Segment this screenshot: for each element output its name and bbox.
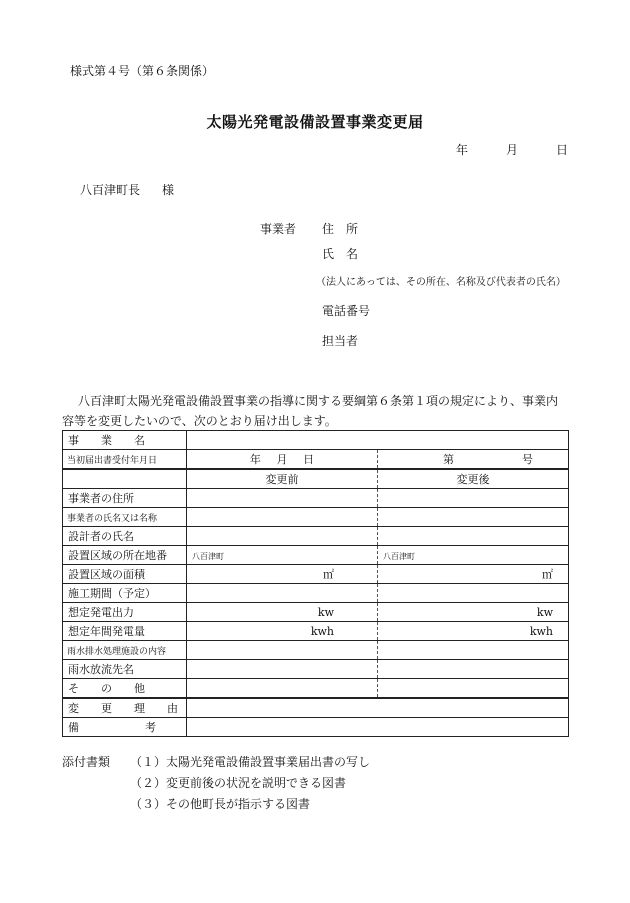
row-before-field[interactable]	[187, 489, 378, 508]
row-after-field[interactable]	[378, 584, 569, 603]
body-text-line1: 八百津町太陽光発電設備設置事業の指導に関する要綱第６条第１項の規定により、事業内	[78, 394, 559, 408]
row-before-field[interactable]	[187, 584, 378, 603]
row-after-field[interactable]	[378, 527, 569, 546]
attachment-item-1: （１）太陽光発電設備設置事業届出書の写し	[130, 755, 371, 769]
row-after-field[interactable]	[378, 679, 569, 699]
row-after-field[interactable]	[378, 641, 569, 660]
row-label: 想定発電出力	[63, 603, 187, 622]
row-label: 設計者の氏名	[63, 527, 187, 546]
row-before-field[interactable]	[187, 660, 378, 679]
applicant-address-label: 住 所	[322, 222, 359, 236]
applicant-name-label: 氏 名	[322, 247, 359, 261]
received-date-row	[63, 450, 569, 470]
after-header: 変更後	[378, 469, 569, 489]
table-row	[63, 584, 569, 603]
table-row	[63, 508, 569, 527]
addressee-name: 八百津町長	[80, 183, 141, 197]
business-name-row	[63, 431, 569, 450]
row-label: 施工期間（予定）	[63, 584, 187, 603]
change-reason-label: 変 更 理 由	[63, 698, 187, 718]
row-label: 設置区域の面積	[63, 565, 187, 584]
remarks-row	[63, 718, 569, 737]
row-label: 事業者の住所	[63, 489, 187, 508]
header-empty-cell	[63, 469, 187, 489]
applicant-role-label: 事業者	[260, 222, 297, 236]
table-row	[63, 622, 569, 641]
row-label: 設置区域の所在地番	[63, 546, 187, 565]
table-row	[63, 527, 569, 546]
row-label: そ の 他	[63, 679, 187, 699]
date-day: 日	[556, 143, 569, 157]
row-after-field[interactable]	[378, 508, 569, 527]
body-text-line2: 容等を変更したいので、次のとおり届け出します。	[62, 414, 337, 428]
before-after-header-row	[63, 469, 569, 489]
row-before-field[interactable]	[187, 546, 378, 565]
applicant-phone-label: 電話番号	[322, 304, 371, 318]
row-after-field[interactable]	[378, 489, 569, 508]
row-before-field[interactable]	[187, 565, 378, 584]
table-row	[63, 641, 569, 660]
row-unit: kw	[317, 605, 334, 619]
received-date-label: 当初届出書受付年月日	[63, 450, 187, 470]
row-unit: kwh	[529, 624, 553, 638]
business-name-label: 事 業 名	[63, 431, 187, 450]
row-after-field[interactable]	[378, 603, 569, 622]
remarks-label: 備 考	[63, 718, 187, 737]
row-before-field[interactable]	[187, 508, 378, 527]
table-row	[63, 660, 569, 679]
row-before-prefix: 八百津町	[192, 551, 224, 561]
row-after-field[interactable]	[378, 565, 569, 584]
row-before-field[interactable]	[187, 527, 378, 546]
document-title: 太陽光発電設備設置事業変更届	[206, 113, 424, 131]
before-header: 変更前	[187, 469, 378, 489]
table-row	[63, 546, 569, 565]
received-number-field[interactable]: 第 号	[378, 450, 569, 470]
date-month: 月	[506, 143, 519, 157]
row-after-field[interactable]	[378, 546, 569, 565]
row-before-field[interactable]	[187, 679, 378, 699]
row-label: 雨水放流先名	[63, 660, 187, 679]
table-row	[63, 603, 569, 622]
table-row	[63, 565, 569, 584]
row-before-field[interactable]	[187, 641, 378, 660]
row-unit: kw	[536, 605, 553, 619]
row-after-prefix: 八百津町	[383, 551, 415, 561]
attachment-item-3: （３）その他町長が指示する図書	[130, 797, 311, 811]
applicant-contact-label: 担当者	[322, 334, 359, 348]
addressee-honorific: 様	[162, 183, 175, 197]
applicant-corp-note: （法人にあっては、その所在、名称及び代表者の氏名）	[316, 277, 566, 288]
row-unit: kwh	[310, 624, 334, 638]
row-before-field[interactable]	[187, 603, 378, 622]
row-before-field[interactable]	[187, 622, 378, 641]
row-label: 雨水排水処理施設の内容	[63, 641, 187, 660]
row-label: 事業者の氏名又は名称	[63, 508, 187, 527]
table-row	[63, 489, 569, 508]
attachment-item-2: （２）変更前後の状況を説明できる図書	[130, 776, 347, 790]
change-reason-field[interactable]	[187, 698, 569, 718]
row-after-field[interactable]	[378, 660, 569, 679]
change-form-table	[62, 430, 569, 737]
attachments-label: 添付書類	[62, 755, 111, 769]
business-name-field[interactable]	[187, 431, 569, 450]
row-unit: ㎡	[542, 568, 553, 581]
row-label: 想定年間発電量	[63, 622, 187, 641]
form-number: 様式第４号（第６条関係）	[70, 64, 215, 78]
received-date-field[interactable]: 年 月 日	[187, 450, 378, 470]
row-after-field[interactable]	[378, 622, 569, 641]
change-reason-row	[63, 698, 569, 718]
remarks-field[interactable]	[187, 718, 569, 737]
table-row	[63, 679, 569, 699]
date-year: 年	[456, 143, 469, 157]
row-unit: ㎡	[323, 568, 334, 581]
